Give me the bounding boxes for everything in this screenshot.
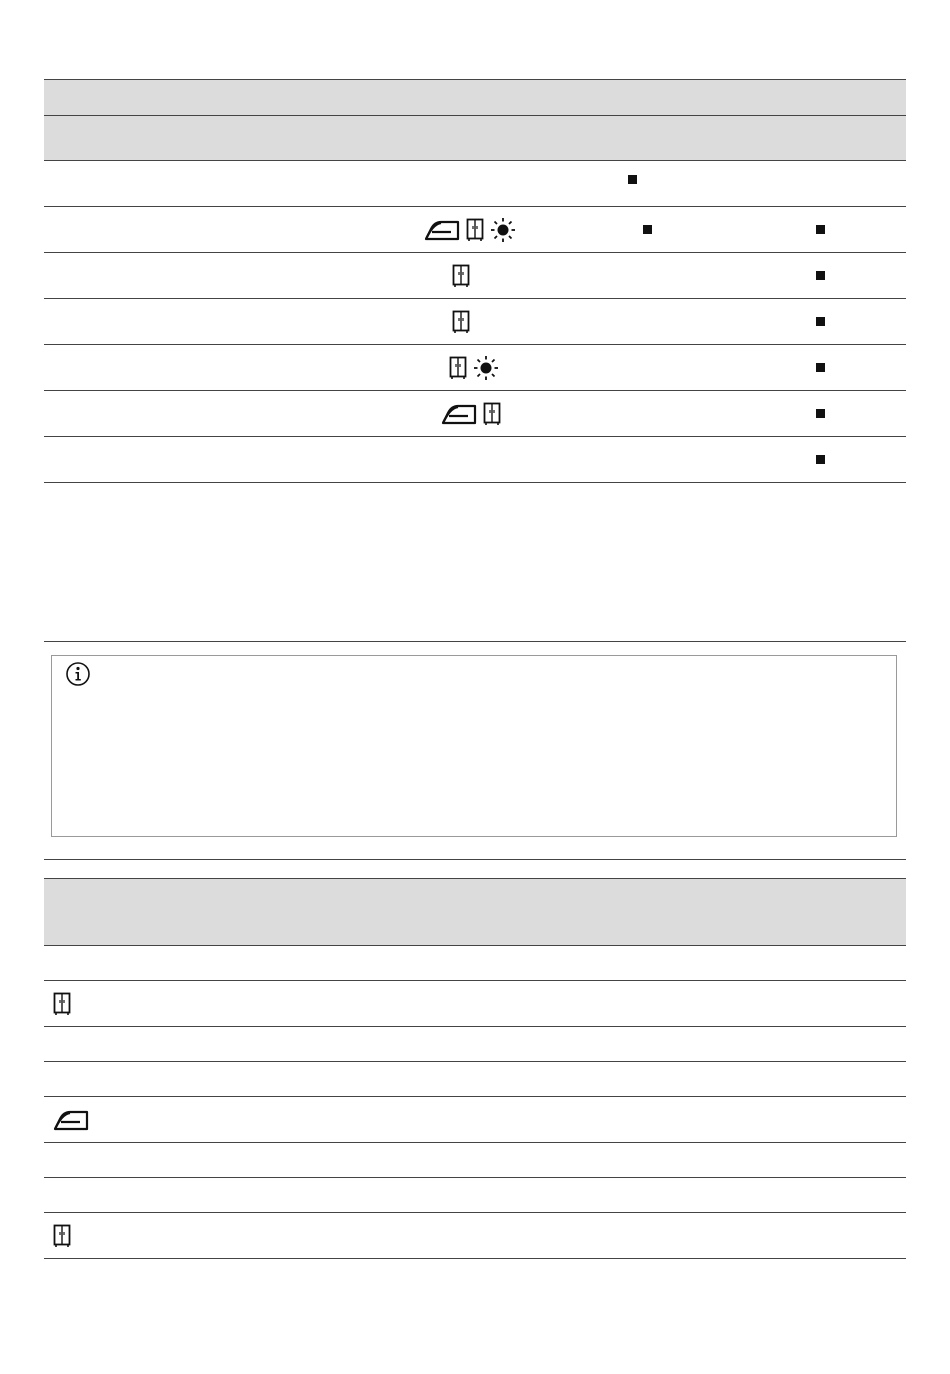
bullet-mark <box>816 271 825 280</box>
table-header-band-1 <box>44 79 906 115</box>
iron-icon <box>441 403 477 425</box>
bullet-mark <box>816 225 825 234</box>
table-row <box>44 1212 906 1259</box>
sun-icon <box>490 217 516 243</box>
settings-table <box>44 878 906 1259</box>
table-row <box>44 206 906 252</box>
table-row <box>44 298 906 344</box>
table-row <box>44 1142 906 1177</box>
table-row <box>44 1061 906 1096</box>
bullet-mark <box>643 225 652 234</box>
table-row <box>44 980 906 1026</box>
table-row <box>44 1096 906 1142</box>
table-row <box>44 344 906 390</box>
wardrobe-icon <box>452 264 470 288</box>
info-note-box <box>51 655 897 837</box>
bullet-mark <box>816 455 825 464</box>
program-table <box>44 79 906 483</box>
section-divider <box>44 641 906 642</box>
wardrobe-icon <box>452 310 470 334</box>
table-header-band <box>44 878 906 945</box>
wardrobe-icon <box>53 1224 71 1248</box>
table-row <box>44 390 906 436</box>
wardrobe-icon <box>53 992 71 1016</box>
sun-icon <box>473 355 499 381</box>
wardrobe-icon <box>449 356 467 380</box>
table-row <box>44 160 906 206</box>
table-row <box>44 436 906 483</box>
table-row <box>44 945 906 980</box>
wardrobe-icon <box>483 402 501 426</box>
wardrobe-icon <box>466 218 484 242</box>
table-row <box>44 1026 906 1061</box>
table-row <box>44 1177 906 1212</box>
table-row <box>44 252 906 298</box>
bullet-mark <box>628 175 637 184</box>
bullet-mark <box>816 317 825 326</box>
section-divider <box>44 859 906 860</box>
iron-icon <box>424 219 460 241</box>
iron-icon <box>53 1109 89 1131</box>
info-icon <box>66 662 90 686</box>
table-header-band-2 <box>44 115 906 160</box>
bullet-mark <box>816 409 825 418</box>
bullet-mark <box>816 363 825 372</box>
